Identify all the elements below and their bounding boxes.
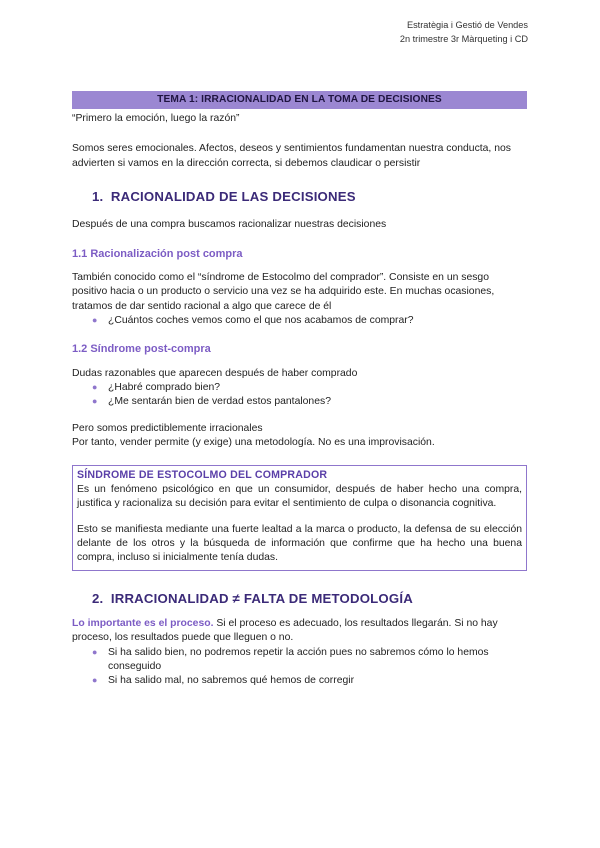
callout-paragraph-1: Es un fenómeno psicológico en que un consumidor, después de haber hecho una compra, justifica y racionaliza su decisión para evitar el sentimiento de culpa o disonancia cognitiva. <box>77 483 522 510</box>
subsection-1-1-text: También conocido como el “síndrome de Estocolmo del comprador”. Consiste en un sesgo positivo hacia o un producto o servicio una vez se ha adquirido este. En muchas ocasiones, tratamos de dar sentido racional a algo que carece de él <box>72 271 495 312</box>
section-1-number: 1. <box>92 189 104 205</box>
section-2-list <box>72 646 527 689</box>
subsection-1-2-text: Dudas razonables que aparecen después de haber comprado <box>72 367 358 379</box>
section-1-closing-2: Por tanto, vender permite (y exige) una metodología. No es una improvisación. <box>72 436 435 448</box>
bullet-icon: ● <box>92 396 98 407</box>
document-title: TEMA 1: IRRACIONALIDAD EN LA TOMA DE DECISIONES <box>72 91 527 109</box>
subsection-1-1-list <box>72 314 527 328</box>
section-2-highlight: Lo importante es el proceso. <box>72 617 214 629</box>
header-course: Estratègia i Gestió de Vendes <box>406 20 528 30</box>
callout-title: SÍNDROME DE ESTOCOLMO DEL COMPRADOR <box>77 469 328 482</box>
bullet-icon: ● <box>92 314 98 325</box>
section-1-heading <box>72 188 527 206</box>
section-2-title: IRRACIONALIDAD ≠ FALTA DE METODOLOGÍA <box>110 590 413 606</box>
section-1-title: RACIONALIDAD DE LAS DECISIONES <box>110 189 356 205</box>
list-item: ● ¿Me sentarán bien de verdad estos pantalones? <box>92 396 331 408</box>
section-2-heading <box>72 590 527 608</box>
bullet-icon: ● <box>92 675 98 686</box>
section-2-number: 2. <box>92 590 104 606</box>
list-item: ● Si ha salido mal, no sabremos qué hemos de corregir <box>92 675 355 687</box>
quote: “Primero la emoción, luego la razón” <box>72 113 240 125</box>
list-item: ● ¿Habré comprado bien? <box>92 381 221 393</box>
intro-paragraph: Somos seres emocionales. Afectos, deseos y sentimientos fundamentan nuestra conducta, nos advierten si vamos en la dirección correcta, si debemos claudicar o persistir <box>72 143 511 169</box>
subsection-1-2-heading: 1.2 Síndrome post-compra <box>72 343 211 356</box>
subsection-1-1-heading: 1.1 Racionalización post compra <box>72 247 243 260</box>
document-body <box>72 91 527 689</box>
definition-callout <box>72 465 527 570</box>
callout-paragraph-2: Esto se manifiesta mediante una fuerte lealtad a la marca o producto, la defensa de su elección delante de los otros y la búsqueda de información que confirme que ha hecho una buena compra, incluso si inicialmente tenía dudas. <box>77 523 522 564</box>
section-1-closing-1: Pero somos predictiblemente irracionales <box>72 422 263 434</box>
page-header <box>400 19 528 47</box>
section-1-lead: Después de una compra buscamos racionalizar nuestras decisiones <box>72 219 387 231</box>
header-term: 2n trimestre 3r Màrqueting i CD <box>399 33 528 44</box>
list-item: ● Si ha salido bien, no podremos repetir la acción pues no sabremos cómo lo hemos conseguido <box>92 646 489 673</box>
list-item: ● ¿Cuántos coches vemos como el que nos acabamos de comprar? <box>92 314 414 326</box>
subsection-1-2-list <box>72 381 527 410</box>
section-2-text: Lo importante es el proceso. Si el proceso es adecuado, los resultados llegarán. Si no hay proceso, los resultados puede que lleguen o no. <box>72 617 498 644</box>
bullet-icon: ● <box>92 646 98 657</box>
bullet-icon: ● <box>92 381 98 392</box>
